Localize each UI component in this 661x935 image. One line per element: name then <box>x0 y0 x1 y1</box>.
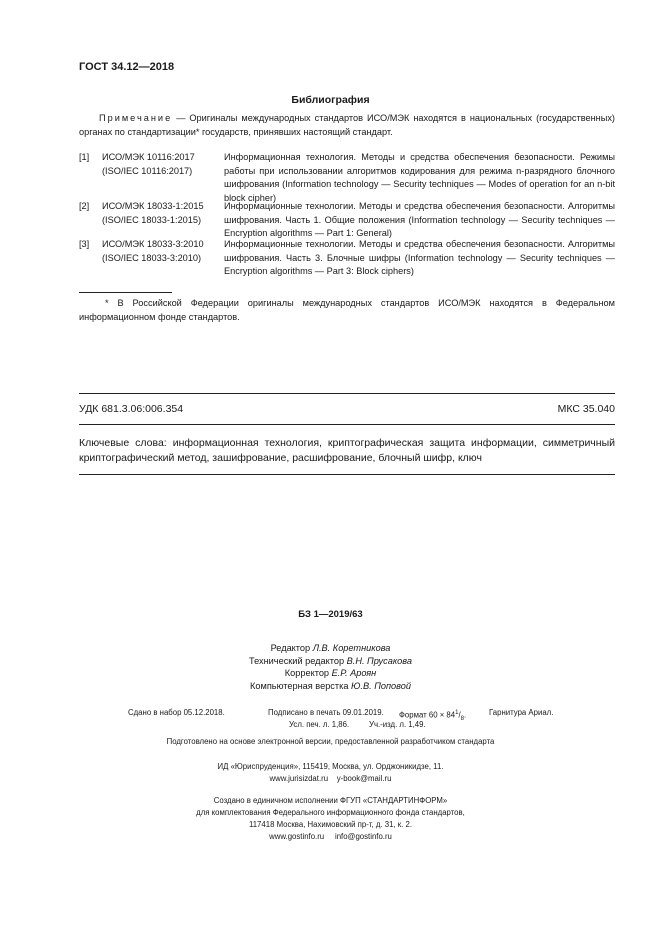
imprint-print-sheets: Усл. печ. л. 1,86. <box>289 720 350 729</box>
standartinform-contacts <box>0 831 661 843</box>
reference-code: ИСО/МЭК 10116:2017 (ISO/IEC 10116:2017) <box>102 152 195 176</box>
staff-list <box>0 642 661 692</box>
reference-number: [1] <box>79 152 90 162</box>
gostinfo-website[interactable]: www.gostinfo.ru <box>269 832 325 841</box>
divider <box>79 474 615 475</box>
reference-number: [2] <box>79 201 90 211</box>
divider <box>79 393 615 394</box>
imprint-format: Формат $60 \times 84^1/_8$. <box>399 710 467 723</box>
note-label: Примечание <box>99 113 173 123</box>
reference-item <box>79 200 615 240</box>
bz-number: БЗ 1—2019/63 <box>298 609 363 620</box>
keywords: Ключевые слова: информационная технология, криптографическая защита информации, симметричный криптографический метод, зашифрование, расшифрование, блочный шифр, ключ <box>79 437 615 464</box>
page-title: Библиография <box>291 94 370 106</box>
reference-code: ИСО/МЭК 18033-1:2015 (ISO/IEC 18033-1:2015) <box>102 201 204 225</box>
footnote-divider <box>79 292 172 293</box>
publisher-website[interactable]: www.jurisizdat.ru <box>269 774 329 783</box>
gostinfo-email[interactable]: info@gostinfo.ru <box>334 832 392 841</box>
staff-editor: Редактор Л.В. Коретникова <box>270 643 391 653</box>
created-line-1: Создано в единичном исполнении ФГУП «СТАНДАРТИНФОРМ» <box>213 796 448 805</box>
reference-description: Информационные технологии. Методы и средства обеспечения безопасности. Алгоритмы шифрования. Часть 3. Блочные шифры (Information technology — Security techniques — Encryption algorithms — Part 3: Block ciphers) <box>224 239 615 276</box>
reference-code: ИСО/МЭК 18033-3:2010 (ISO/IEC 18033-3:2010) <box>102 239 204 263</box>
document-code: ГОСТ 34.12—2018 <box>79 61 175 73</box>
created-line-2: для комплектования Федерального информационного фонда стандартов, <box>196 808 465 817</box>
footnote: * В Российской Федерации оригиналы международных стандартов ИСО/МЭК находятся в Федеральном информационном фонде стандартов. <box>79 298 615 322</box>
publisher-email[interactable]: y-book@mail.ru <box>336 774 392 783</box>
reference-item <box>79 151 615 205</box>
reference-number: [3] <box>79 239 90 249</box>
note <box>79 112 615 139</box>
staff-layout: Компьютерная верстка Ю.В. Поповой <box>250 680 411 691</box>
reference-item <box>79 238 615 278</box>
imprint-prepared: Подготовлено на основе электронной версии, предоставленной разработчиком стандарта <box>166 737 495 746</box>
staff-corrector: Корректор Е.Р. Ароян <box>284 668 377 678</box>
imprint-publisher-sheets: Уч.-изд. л. 1,49. <box>369 720 426 729</box>
imprint-typeface: Гарнитура Ариал. <box>489 708 554 717</box>
staff-tech-editor: Технический редактор В.Н. Прусакова <box>249 655 412 666</box>
udk-code: УДК 681.3.06:006.354 <box>79 403 184 415</box>
publisher-address: ИД «Юриспруденция», 115419, Москва, ул. Орджоникидзе, 11. <box>217 762 444 771</box>
mks-code: МКС 35.040 <box>557 403 615 415</box>
imprint-submitted: Сдано в набор 05.12.2018. <box>128 708 225 717</box>
note-text: — Оригиналы международных стандартов ИСО/МЭК находятся в национальных (государственных) органах по стандартизации* государств, принявших настоящий стандарт. <box>79 113 615 137</box>
reference-description: Информационные технологии. Методы и средства обеспечения безопасности. Алгоритмы шифрования. Часть 1. Общие положения (Information technology — Security techniques — Encryption algorithms — Part 1: General) <box>224 201 615 238</box>
reference-description: Информационная технология. Методы и средства обеспечения безопасности. Режимы работы при использовании алгоритмов кодирования для режима n-разрядного блочного шифрования (Information technology — Security techniques — Modes of operation for an n-bit block cipher) <box>224 152 615 203</box>
standartinform-address: 117418 Москва, Нахимовский пр-т, д. 31, к. 2. <box>248 820 413 829</box>
divider <box>79 424 615 425</box>
publisher-contacts <box>0 773 661 785</box>
imprint-signed: Подписано в печать 09.01.2019. <box>268 708 384 717</box>
